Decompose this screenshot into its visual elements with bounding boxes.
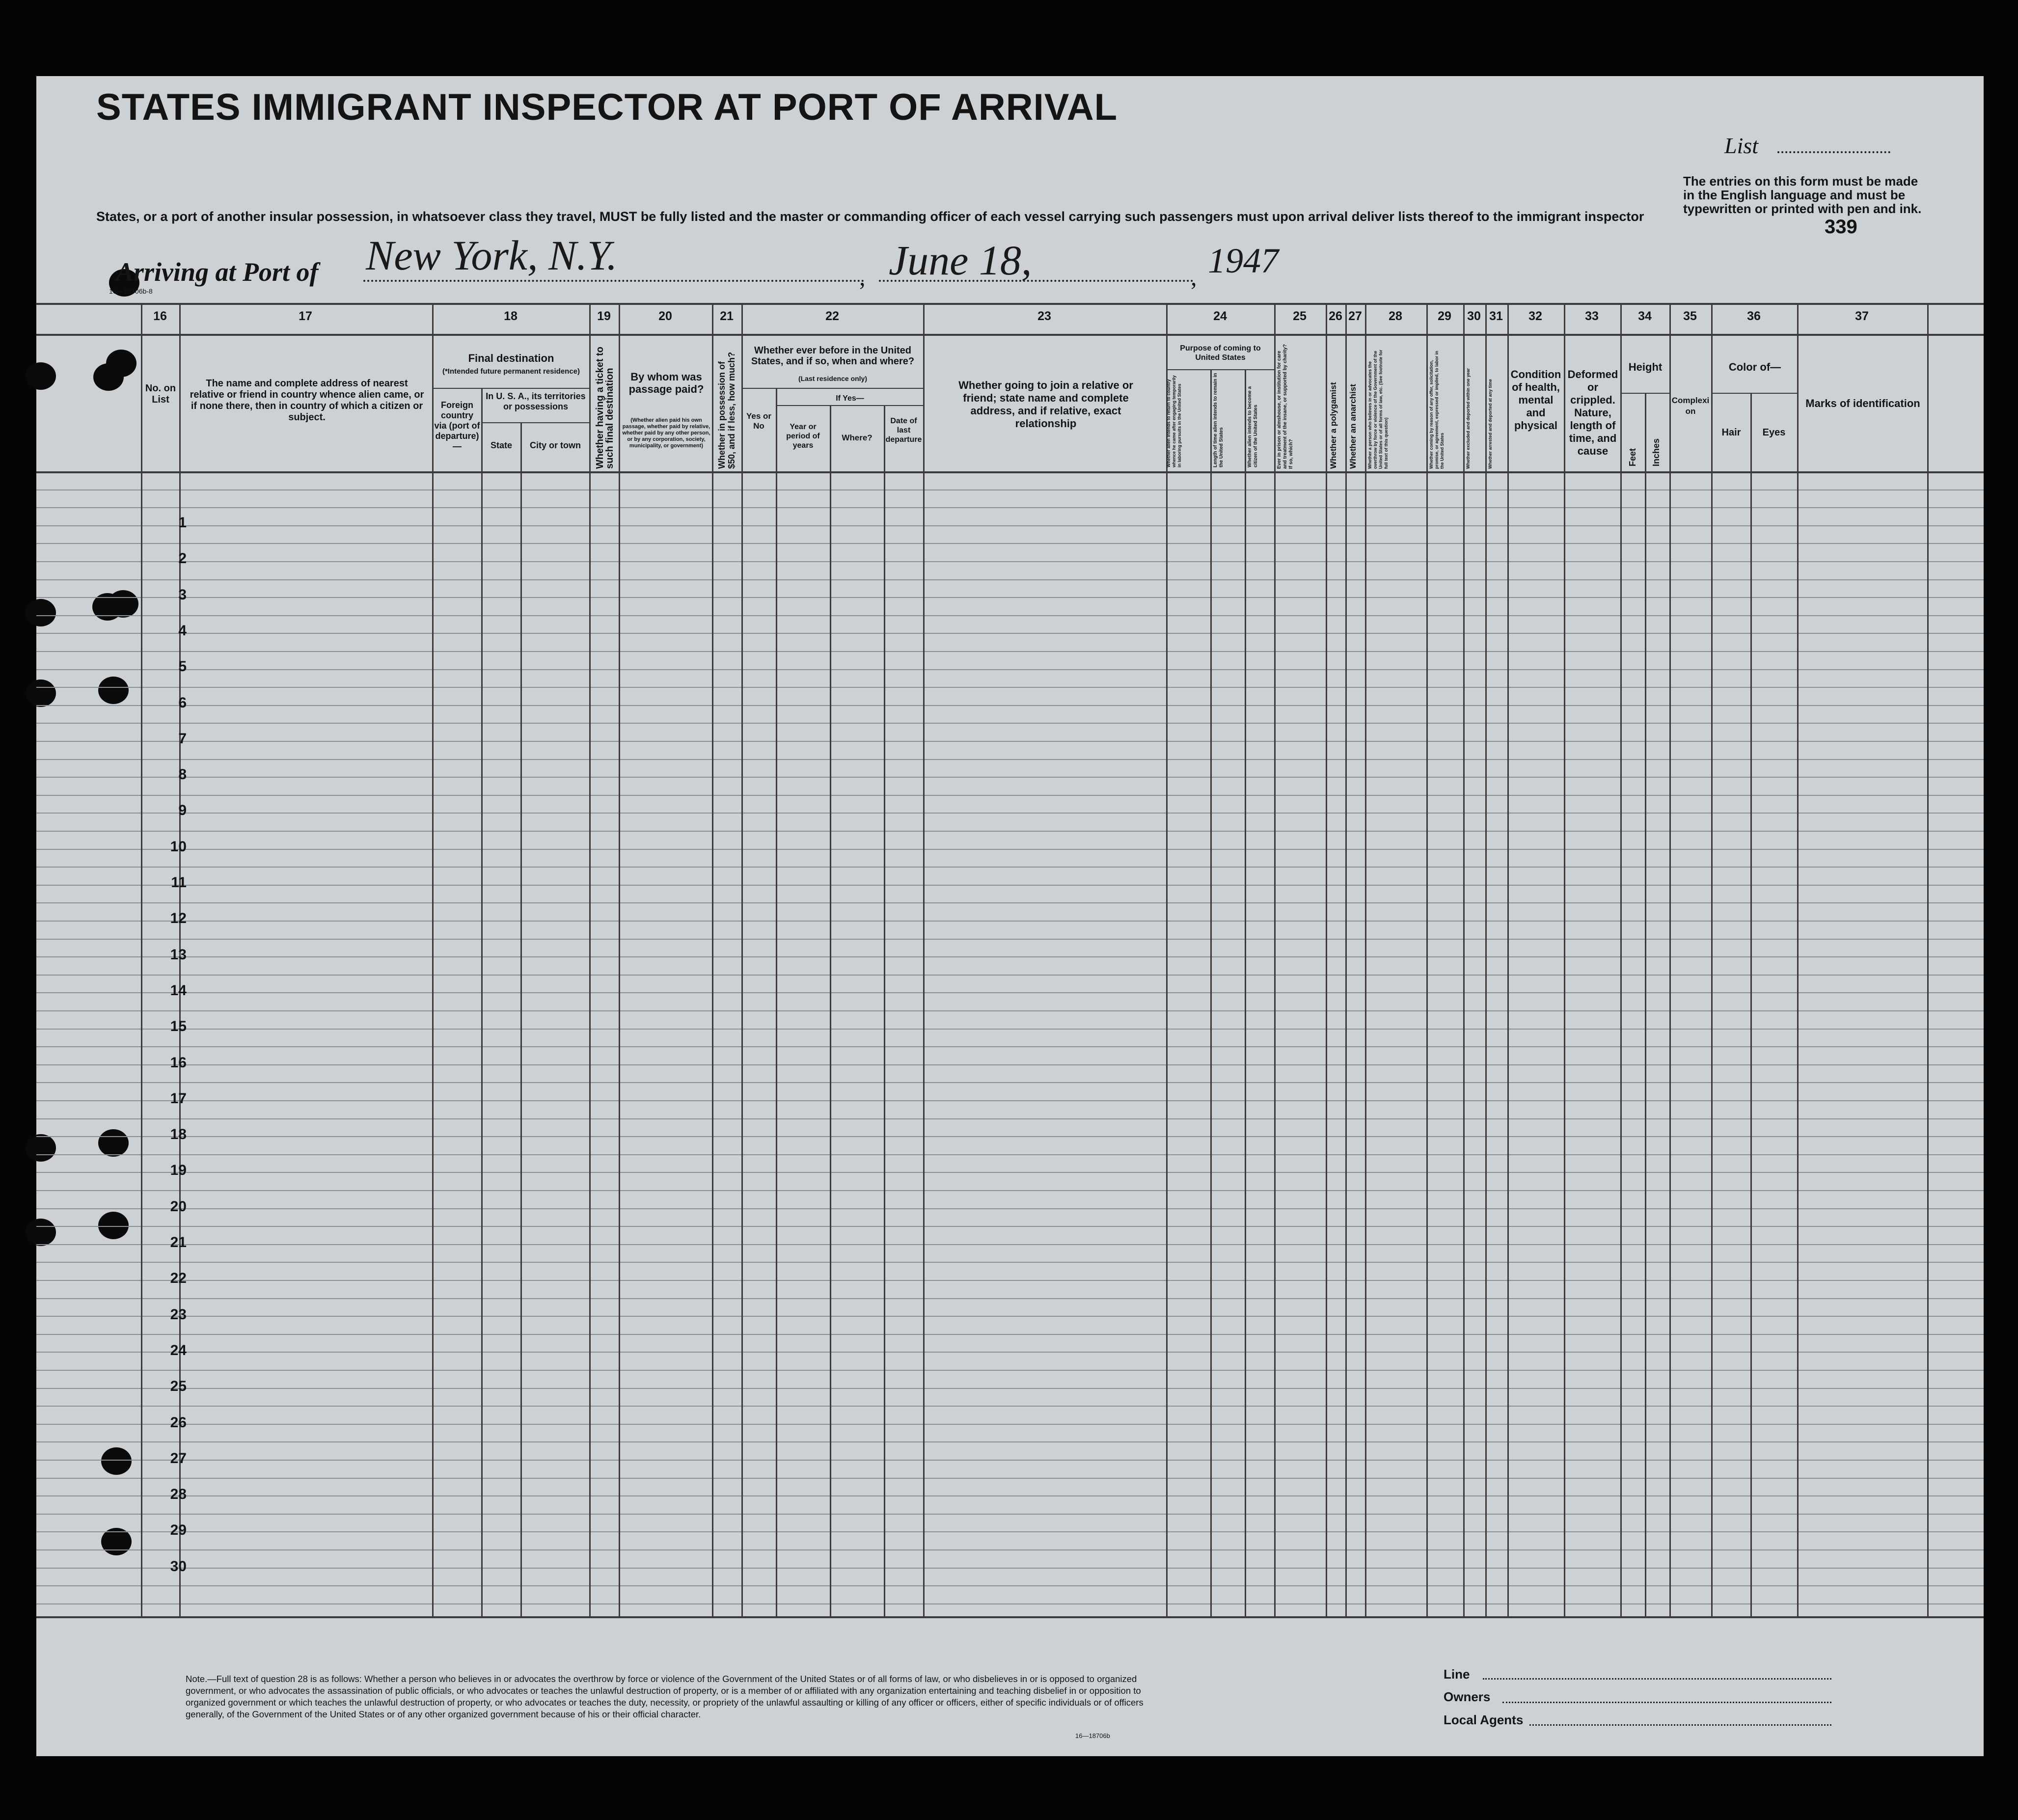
header-passage-note: (Whether alien paid his own passage, whether paid by relative, whether paid by any other person, or by any corporation, society, municipality, or government) xyxy=(622,417,710,449)
col-divider xyxy=(1669,304,1671,1616)
row-rule xyxy=(36,956,1984,957)
column-number: 21 xyxy=(720,309,734,323)
arrival-port: New York, N.Y. xyxy=(366,232,618,279)
row-rule xyxy=(36,813,1984,814)
row-number: 20 xyxy=(170,1198,187,1215)
subheader-rule xyxy=(1711,393,1797,394)
row-rule xyxy=(36,1298,1984,1299)
row-rule xyxy=(36,759,1984,760)
column-number: 37 xyxy=(1855,309,1869,323)
row-number: 14 xyxy=(170,982,187,999)
column-number: 29 xyxy=(1438,309,1451,323)
col-divider xyxy=(520,422,522,1616)
row-rule xyxy=(36,579,1984,580)
row-rule xyxy=(36,1441,1984,1442)
row-rule xyxy=(36,939,1984,940)
column-number: 20 xyxy=(658,309,672,323)
arrival-date: June 18, xyxy=(889,237,1032,284)
column-number: 27 xyxy=(1348,309,1362,323)
row-rule xyxy=(36,1406,1984,1407)
header-final-destination-note: (*Intended future permanent residence) xyxy=(442,367,580,376)
row-rule xyxy=(36,975,1984,976)
subheader-rule xyxy=(481,422,589,423)
language-instruction: The entries on this form must be made in the English language and must be typewritten or printed with pen and ink. xyxy=(1683,174,1922,216)
header-anarchist: Whether an anarchist xyxy=(1348,384,1358,469)
punch-hole xyxy=(101,1447,132,1475)
punch-hole xyxy=(26,1134,56,1162)
row-rule xyxy=(36,867,1984,868)
header-nearest-relative: The name and complete address of nearest relative or friend in country whence alien came, or if none there, then in country of which a citizen or subject. xyxy=(190,378,424,423)
row-rule xyxy=(36,921,1984,922)
col-divider xyxy=(589,304,591,1616)
row-number: 6 xyxy=(178,695,187,711)
row-rule xyxy=(36,525,1984,526)
col-divider xyxy=(1274,304,1276,1616)
column-number: 16 xyxy=(153,309,167,323)
col-divider xyxy=(1245,369,1246,1616)
row-number: 19 xyxy=(170,1162,187,1178)
punch-hole xyxy=(106,350,136,377)
row-rule xyxy=(36,705,1984,706)
row-rule xyxy=(36,1388,1984,1389)
col-divider xyxy=(776,388,777,1616)
col-divider xyxy=(884,405,885,1616)
row-rule xyxy=(36,1585,1984,1586)
row-rule xyxy=(36,1010,1984,1011)
manifest-sheet xyxy=(36,76,1984,1756)
form-code: 16—18706b-8 xyxy=(109,287,153,295)
subheader-rule xyxy=(741,388,923,389)
line-label: Line xyxy=(1444,1667,1470,1682)
port-underline xyxy=(363,280,864,282)
row-number: 12 xyxy=(170,910,187,926)
row-rule xyxy=(36,1460,1984,1461)
row-rule xyxy=(36,1531,1984,1532)
row-rule xyxy=(36,992,1984,993)
header-ever-before: Whether ever before in the United States, and if so, when and where? xyxy=(751,345,915,367)
row-rule xyxy=(36,489,1984,490)
arrival-year: 1947 xyxy=(1208,241,1279,280)
header-departure-date: Date of last departure xyxy=(885,417,922,444)
header-final-destination: Final destination xyxy=(468,352,554,364)
row-number: 29 xyxy=(170,1522,187,1538)
column-number: 18 xyxy=(504,309,518,323)
row-rule xyxy=(36,1262,1984,1263)
column-number: 25 xyxy=(1293,309,1307,323)
col-divider xyxy=(1426,304,1428,1616)
column-number: 32 xyxy=(1528,309,1542,323)
column-number: 26 xyxy=(1329,309,1342,323)
header-ticket: Whether having a ticket to such final destination xyxy=(595,347,615,469)
row-rule xyxy=(36,1064,1984,1065)
header-top-rule xyxy=(36,303,1984,305)
punch-hole xyxy=(26,679,56,707)
row-rule xyxy=(36,1370,1984,1371)
row-number: 13 xyxy=(170,947,187,963)
owners-label: Owners xyxy=(1444,1689,1491,1704)
col-divider xyxy=(1564,304,1565,1616)
col-divider xyxy=(432,304,434,1616)
form-title: STATES IMMIGRANT INSPECTOR AT PORT OF ARRIVAL xyxy=(96,86,1118,128)
column-number: 19 xyxy=(597,309,611,323)
col-divider xyxy=(1365,304,1366,1616)
header-in-usa: In U. S. A., its territories or possessions xyxy=(486,391,586,411)
row-rule xyxy=(36,1172,1984,1173)
row-rule xyxy=(36,723,1984,724)
row-rule xyxy=(36,597,1984,598)
list-label: List xyxy=(1724,133,1759,158)
row-number: 24 xyxy=(170,1342,187,1358)
row-rule xyxy=(36,1136,1984,1137)
row-number: 3 xyxy=(178,587,187,603)
header-q28: Whether a person who believes in or advocates the overthrow by force or violence of the Government of the United States or of all forms of law, etc. (See footnote for full text of this question) xyxy=(1367,350,1389,469)
arriving-label: Arriving at Port of xyxy=(116,257,319,287)
row-rule xyxy=(36,615,1984,616)
subheader-rule xyxy=(1166,369,1274,370)
owners-field xyxy=(1502,1702,1831,1703)
col-divider xyxy=(1507,304,1509,1616)
row-number: 4 xyxy=(178,623,187,639)
col-divider xyxy=(481,388,483,1616)
row-rule xyxy=(36,1549,1984,1550)
row-number: 23 xyxy=(170,1306,187,1323)
header-city: City or town xyxy=(530,440,581,450)
row-rule xyxy=(36,1478,1984,1479)
row-rule xyxy=(36,687,1984,688)
header-yes-no: Yes or No xyxy=(746,411,772,431)
row-rule xyxy=(36,885,1984,886)
row-rule xyxy=(36,1029,1984,1030)
header-prison: Ever in prison or almshouse, or institution for care and treatment of the insane, or supported by charity? If so, which? xyxy=(1277,344,1294,469)
footnote-question-28: Note.—Full text of question 28 is as follows: Whether a person who believes in or advocates the overthrow by force or violence of the Government of the United States or of all forms of law, or who disbelieves in or is opposed to organized government, or who advocates the assassination of public officials, or who advocates or teaches the unlawful destruction of property, or is a member of or affiliated with any organization entertaining and teaching disbelief in or opposition to organized government or which teaches the unlawful destruction of property, or who advocates or teaches the duty, necessity, or propriety of the unlawful assaulting or killing of any officer or officers, either of specific individuals or of officers generally, of the Government of the United States or of any other organized government because of his or their official character. xyxy=(186,1674,1144,1719)
header-inches: Inches xyxy=(1651,438,1661,466)
row-number: 30 xyxy=(170,1558,187,1575)
row-rule xyxy=(36,1495,1984,1496)
header-foreign-country: Foreign country via (port of departure)— xyxy=(434,400,480,451)
row-number: 28 xyxy=(170,1486,187,1502)
col-divider xyxy=(619,304,620,1616)
col-divider xyxy=(1620,304,1622,1616)
row-number: 7 xyxy=(178,731,187,747)
header-last-residence: (Last residence only) xyxy=(798,375,868,382)
header-eyes: Eyes xyxy=(1762,427,1786,438)
col-divider xyxy=(712,304,713,1616)
header-passage-paid: By whom was passage paid? xyxy=(628,371,704,395)
col-divider xyxy=(1345,304,1347,1616)
header-excluded: Whether excluded and deported within one year xyxy=(1466,368,1471,469)
row-rule xyxy=(36,1352,1984,1353)
row-rule xyxy=(36,849,1984,850)
col-divider xyxy=(1797,304,1799,1616)
row-rule xyxy=(36,669,1984,670)
row-number: 10 xyxy=(170,839,187,855)
row-rule xyxy=(36,1316,1984,1317)
header-hair: Hair xyxy=(1721,427,1741,438)
header-if-yes: If Yes— xyxy=(836,394,864,403)
row-rule xyxy=(36,1244,1984,1245)
column-number: 31 xyxy=(1489,309,1503,323)
col-divider xyxy=(1166,304,1168,1616)
col-divider xyxy=(1711,304,1713,1616)
col-divider xyxy=(1645,393,1646,1616)
column-number: 35 xyxy=(1683,309,1697,323)
row-number: 15 xyxy=(170,1018,187,1034)
row-number: 16 xyxy=(170,1055,187,1071)
header-feet: Feet xyxy=(1628,448,1637,466)
header-purpose-return: Whether alien intends to return to country whence he came after engaging temporarily in laboring pursuits in the United States xyxy=(1166,375,1182,467)
row-rule xyxy=(36,1280,1984,1281)
column-number: 23 xyxy=(1037,309,1051,323)
subheader-rule xyxy=(432,388,589,389)
row-rule xyxy=(36,1046,1984,1047)
row-number: 2 xyxy=(178,550,187,567)
punch-hole xyxy=(26,1219,56,1246)
header-bottom-rule xyxy=(36,471,1984,473)
header-year: Year or period of years xyxy=(786,423,820,450)
header-purpose: Purpose of coming to United States xyxy=(1180,344,1261,362)
col-divider xyxy=(1927,304,1929,1616)
header-color-of: Color of— xyxy=(1728,361,1781,373)
column-number: 24 xyxy=(1213,309,1227,323)
row-rule xyxy=(36,1424,1984,1425)
row-number: 26 xyxy=(170,1414,187,1431)
column-number: 17 xyxy=(299,309,312,323)
row-rule xyxy=(36,1514,1984,1515)
list-number-line xyxy=(1777,151,1890,153)
header-where: Where? xyxy=(842,433,873,442)
row-rule xyxy=(36,831,1984,832)
row-rule xyxy=(36,1226,1984,1227)
header-height: Height xyxy=(1628,361,1663,373)
col-divider xyxy=(741,304,743,1616)
row-number: 25 xyxy=(170,1378,187,1394)
header-labor-offer: Whether coming by reason of any offer, solicitation, promise, or agreement, expressed or implied, to labor in the United States xyxy=(1429,351,1445,469)
row-rule xyxy=(36,561,1984,562)
local-agents-field xyxy=(1529,1724,1831,1726)
row-number: 1 xyxy=(178,515,187,531)
row-rule xyxy=(36,507,1984,508)
punch-hole xyxy=(98,677,129,704)
row-rule xyxy=(36,741,1984,742)
header-purpose-length: Length of time alien intends to remain in the United States xyxy=(1213,373,1224,467)
column-number: 36 xyxy=(1747,309,1761,323)
col-divider xyxy=(1210,369,1212,1616)
table-bottom-rule xyxy=(36,1616,1984,1618)
row-rule xyxy=(36,902,1984,903)
row-number: 18 xyxy=(170,1126,187,1142)
col-divider xyxy=(1326,304,1327,1616)
header-marks: Marks of identification xyxy=(1805,397,1920,409)
row-number: 17 xyxy=(170,1090,187,1107)
row-rule xyxy=(36,633,1984,634)
header-polygamist: Whether a polygamist xyxy=(1329,382,1338,469)
row-rule xyxy=(36,1208,1984,1209)
header-arrested: Whether arrested and deported at any time xyxy=(1488,379,1493,469)
comma: , xyxy=(1191,263,1197,291)
col-divider xyxy=(923,304,925,1616)
row-number: 27 xyxy=(170,1450,187,1467)
row-rule xyxy=(36,1082,1984,1083)
header-no-on-list: No. on List xyxy=(145,383,176,405)
row-rule xyxy=(36,1118,1984,1119)
row-rule xyxy=(36,543,1984,544)
row-rule xyxy=(36,1190,1984,1191)
row-rule xyxy=(36,1154,1984,1155)
page-number: 339 xyxy=(1825,216,1857,238)
row-rule xyxy=(36,651,1984,652)
column-number: 30 xyxy=(1467,309,1481,323)
colnum-rule xyxy=(36,334,1984,336)
local-agents-label: Local Agents xyxy=(1444,1712,1524,1727)
row-rule xyxy=(36,1100,1984,1101)
col-divider xyxy=(830,405,831,1616)
row-rule xyxy=(36,795,1984,796)
row-number: 21 xyxy=(170,1234,187,1250)
line-field xyxy=(1483,1678,1831,1680)
row-rule xyxy=(36,1568,1984,1569)
subheader-rule xyxy=(1620,393,1669,394)
comma: , xyxy=(859,263,866,291)
punch-hole xyxy=(98,1212,129,1239)
punch-hole xyxy=(98,1129,129,1157)
col-divider xyxy=(1485,304,1487,1616)
punch-hole xyxy=(26,362,56,390)
row-number: 8 xyxy=(178,766,187,783)
row-rule xyxy=(36,777,1984,778)
header-state: State xyxy=(490,440,512,450)
row-number: 9 xyxy=(178,802,187,818)
column-number: 28 xyxy=(1389,309,1402,323)
row-number: 11 xyxy=(171,874,187,891)
row-rule xyxy=(36,1334,1984,1335)
column-number: 33 xyxy=(1585,309,1599,323)
row-number: 5 xyxy=(178,658,187,675)
header-money: Whether in possession of $50, and if less, how much? xyxy=(717,352,736,469)
row-rule xyxy=(36,1603,1984,1604)
subheader-rule xyxy=(776,405,923,406)
footer-form-code: 16—18706b xyxy=(1075,1732,1110,1739)
header-deformed: Deformed or crippled. Nature, length of time, and cause xyxy=(1567,368,1618,457)
header-purpose-citizen: Whether alien intends to become a citizen of the United States xyxy=(1247,386,1258,467)
column-number: 34 xyxy=(1638,309,1652,323)
header-going-to-join: Whether going to join a relative or friend; state name and complete address, and if relative, exact relationship xyxy=(958,379,1133,430)
col-divider xyxy=(1750,393,1752,1616)
col-divider xyxy=(1463,304,1465,1616)
header-health: Condition of health, mental and physical xyxy=(1510,368,1561,432)
punch-hole xyxy=(26,599,56,626)
form-instruction-line: States, or a port of another insular possession, in whatsoever class they travel, MUST be fully listed and the master or commanding officer of each vessel carrying such passengers must upon arrival deliver lists thereof to the immigrant inspector xyxy=(96,209,1644,224)
header-complexion: Complexion xyxy=(1671,396,1710,416)
column-number: 22 xyxy=(825,309,839,323)
row-number: 22 xyxy=(170,1270,187,1286)
punch-hole xyxy=(108,590,138,618)
